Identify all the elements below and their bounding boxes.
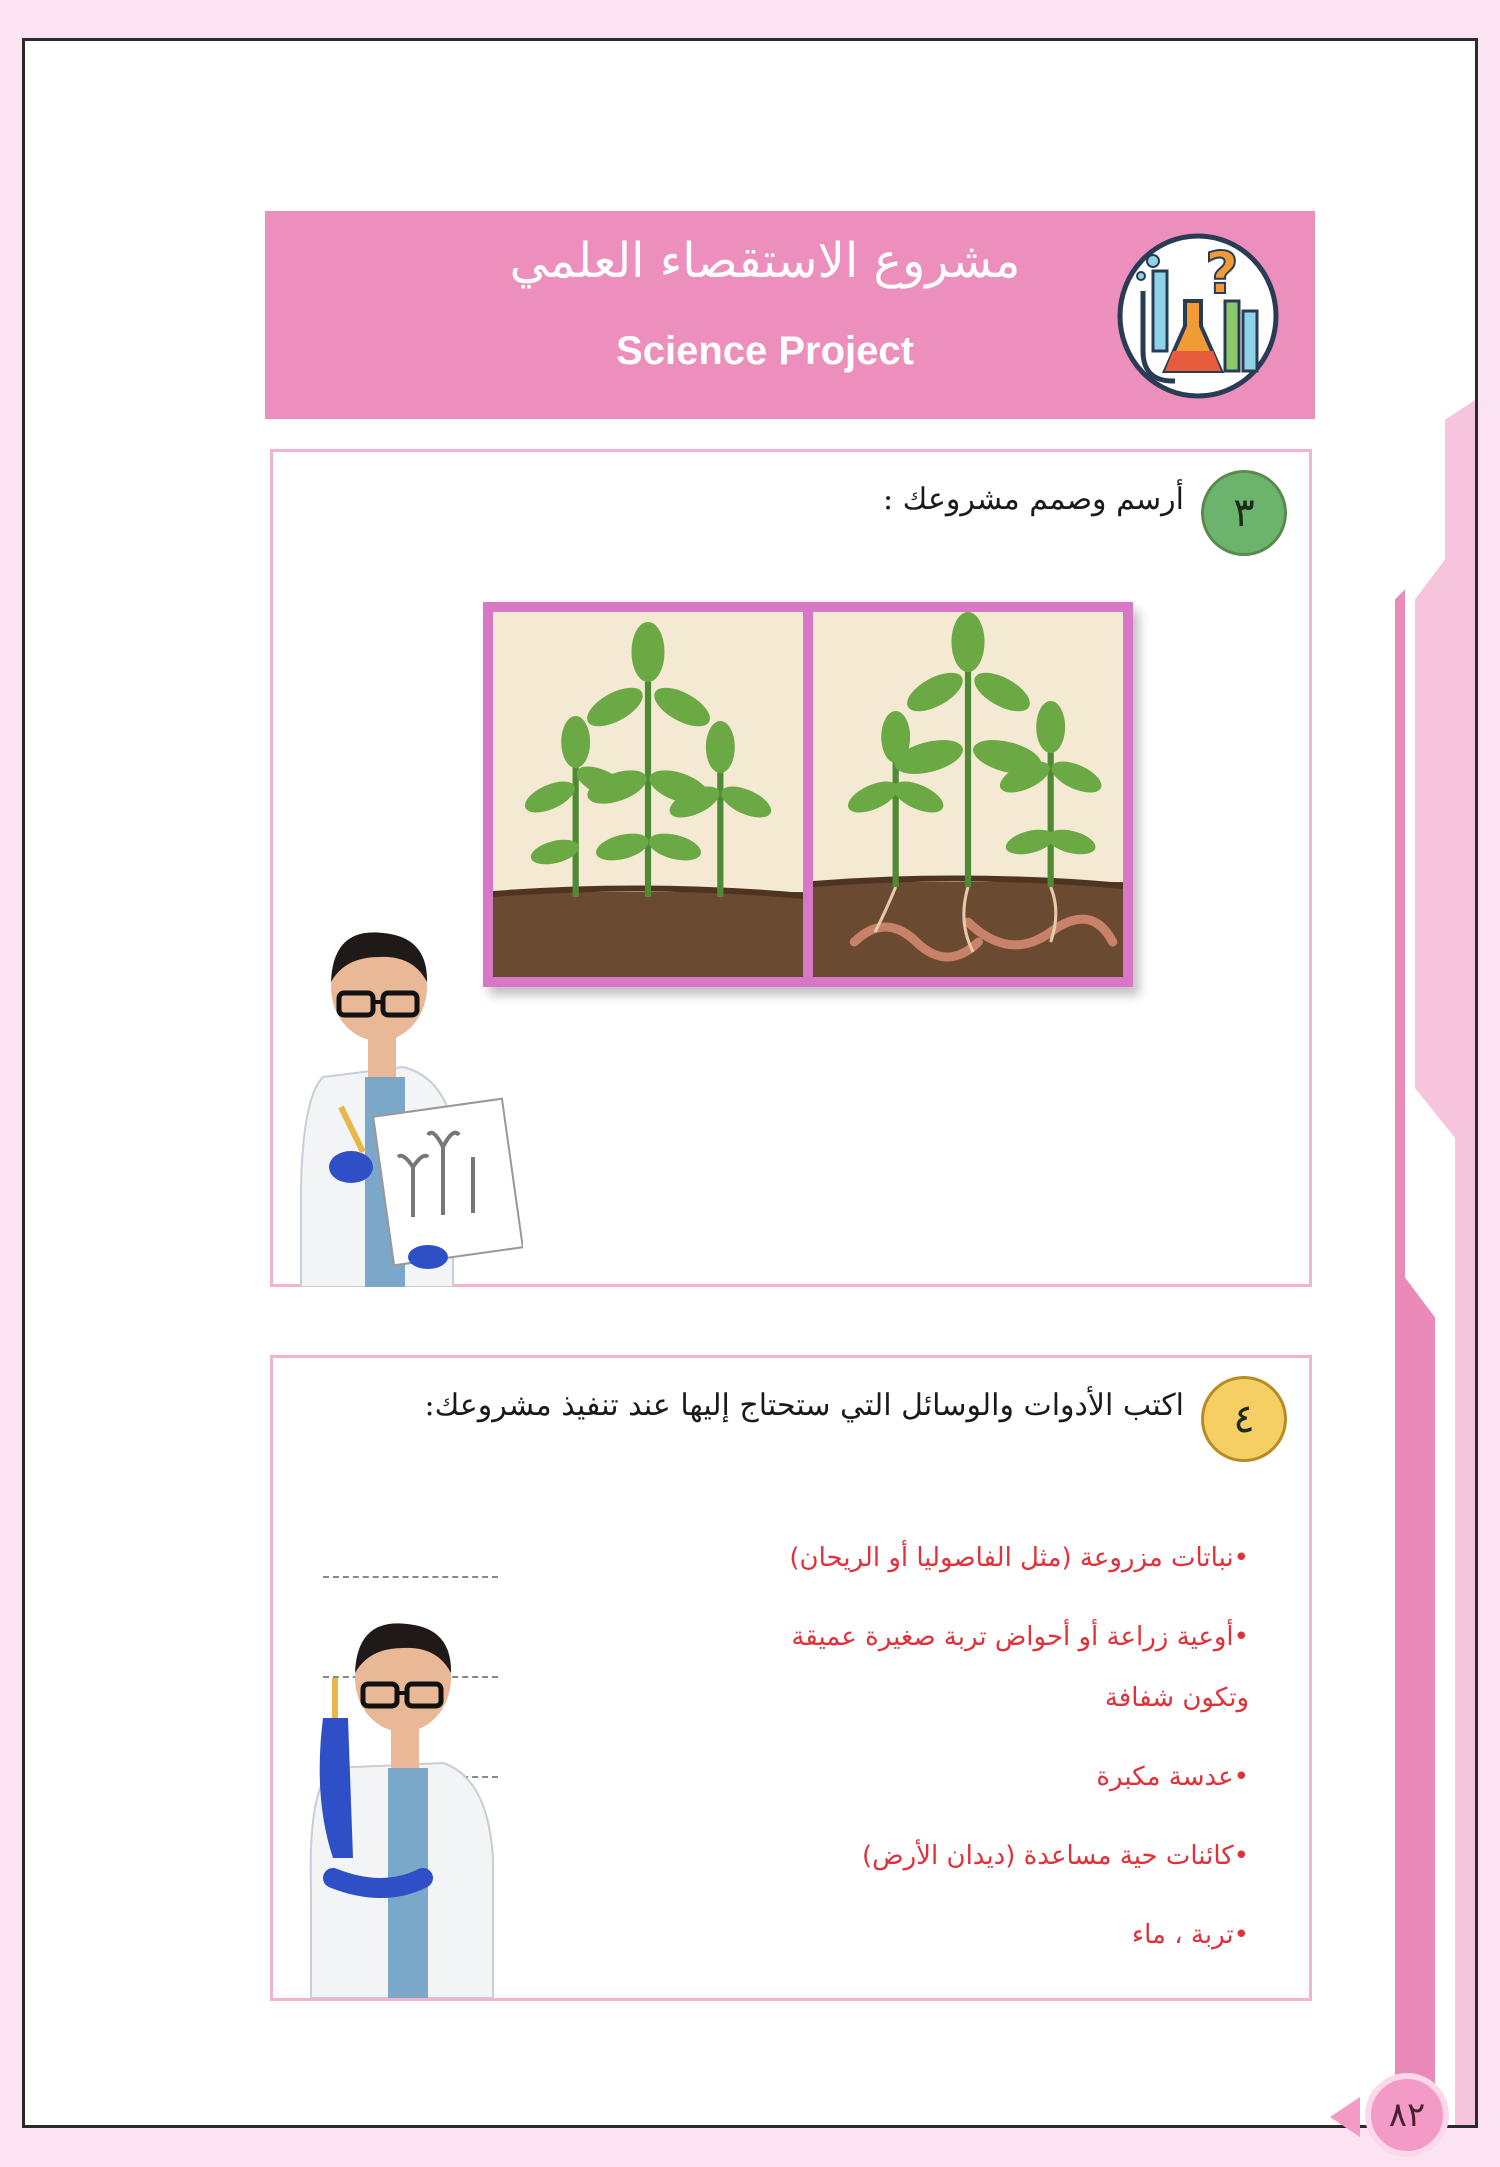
tools-list xyxy=(599,1538,1249,1994)
section-number-badge: ٤ xyxy=(1201,1376,1287,1462)
section-number-badge: ٣ xyxy=(1201,470,1287,556)
plant-panel-right xyxy=(813,612,1123,977)
dashed-answer-line xyxy=(323,1576,498,1578)
section-prompt: أرسم وصمم مشروعك : xyxy=(883,482,1184,517)
section-prompt: اكتب الأدوات والوسائل التي ستحتاج إليها عند تنفيذ مشروعك: xyxy=(424,1388,1184,1423)
section-design-project xyxy=(270,449,1312,1287)
page-title-arabic: مشروع الاستقصاء العلمي xyxy=(509,233,1021,289)
list-item: •عدسة مكبرة xyxy=(1096,1762,1249,1792)
page-title-english: Science Project xyxy=(616,329,914,373)
science-flask-question-icon xyxy=(1113,231,1283,401)
list-item: •تربة ، ماء xyxy=(1131,1920,1249,1950)
scientist-boy-thinking xyxy=(293,1598,523,1998)
page-edge-decoration xyxy=(1355,41,1475,2125)
header-banner xyxy=(265,211,1315,419)
page xyxy=(22,38,1478,2135)
list-item: •كائنات حية مساعدة (ديدان الأرض) xyxy=(862,1841,1249,1871)
page-number-arrow xyxy=(1330,2097,1360,2137)
list-item: وتكون شفافة xyxy=(1104,1683,1249,1713)
plants-illustration xyxy=(483,602,1133,987)
page-number: ٨٢ xyxy=(1365,2073,1449,2157)
section-tools-list xyxy=(270,1355,1312,2001)
scientist-boy-with-drawing xyxy=(283,927,523,1287)
svg-text:?: ? xyxy=(1205,239,1239,307)
plant-panel-left xyxy=(493,612,803,977)
list-item: •نباتات مزروعة (مثل الفاصوليا أو الريحان) xyxy=(789,1543,1249,1573)
list-item: •أوعية زراعة أو أحواض تربة صغيرة عميقة xyxy=(791,1622,1249,1652)
